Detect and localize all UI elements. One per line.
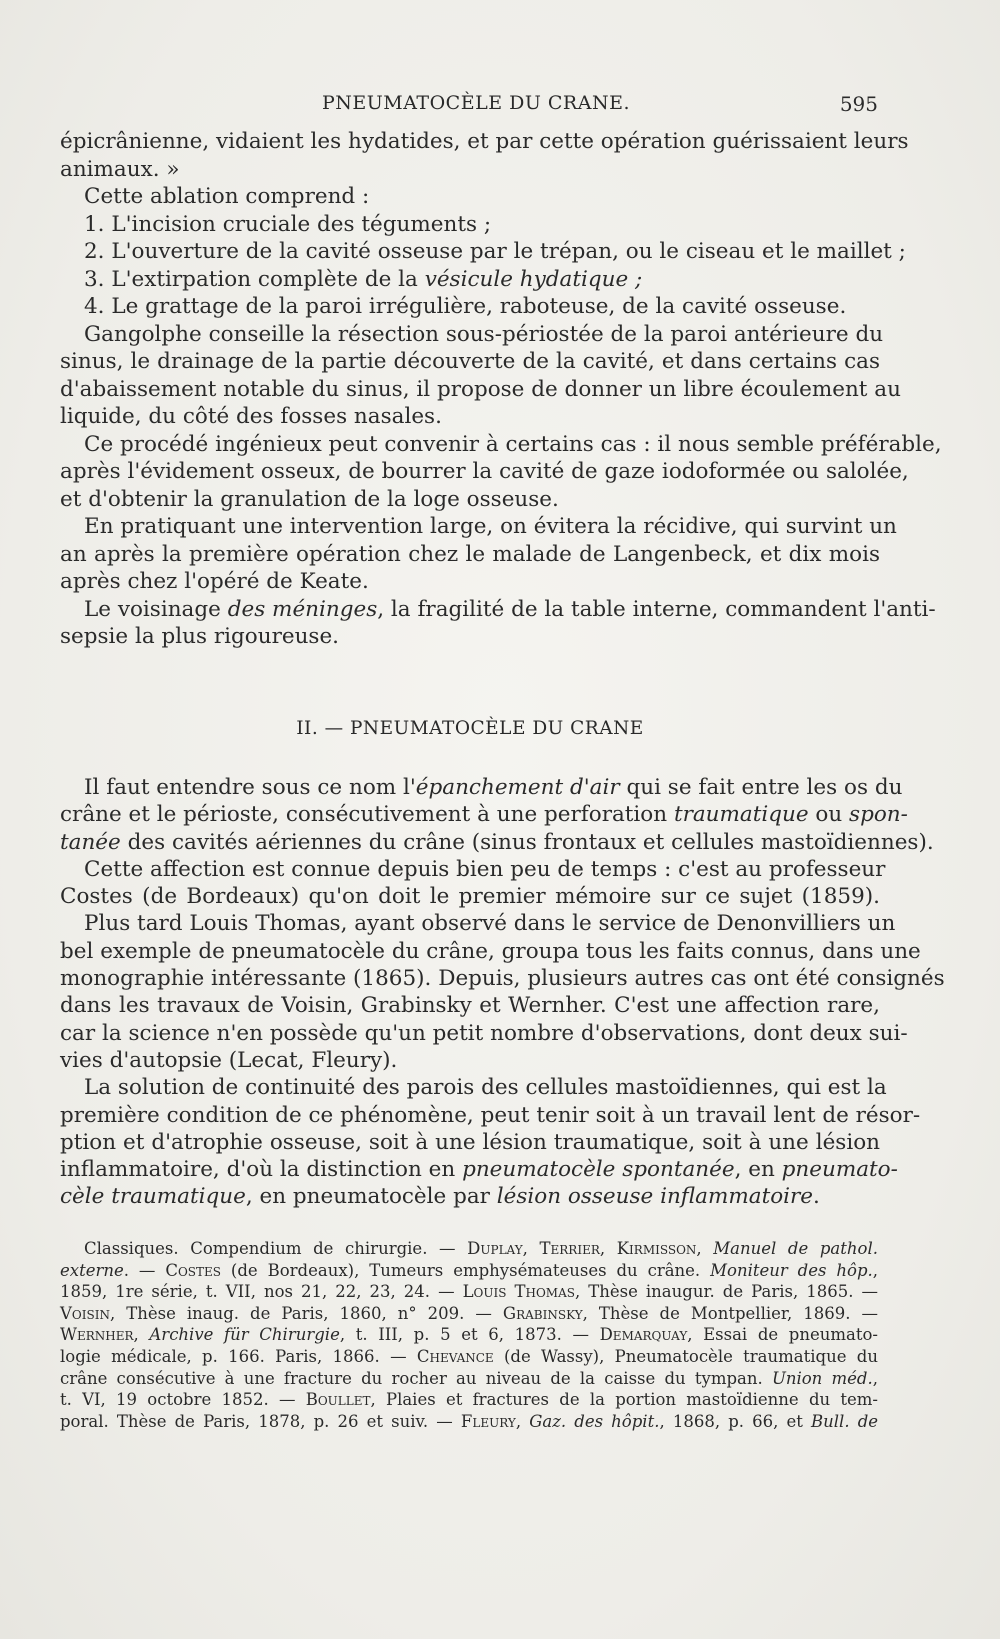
text-line: Plus tard Louis Thomas, ayant observé dans le service de Denonvilliers un: [84, 911, 896, 937]
page-header: [60, 92, 878, 122]
text-line: épicrânienne, vidaient les hydatides, et par cette opération guérissaient leurs: [60, 129, 909, 154]
text-line: crâne et le périoste, consécutivement à une perforation traumatique ou spon-: [60, 802, 908, 828]
text-line: liquide, du côté des fosses nasales.: [60, 404, 442, 429]
section-title: II. — PNEUMATOCÈLE DU CRANE: [296, 718, 644, 739]
footnote-line: externe. — Costes (de Bordeaux), Tumeurs emphysémateuses du crâne. Moniteur des hôp.,: [60, 1260, 878, 1280]
page-number: 595: [839, 92, 878, 116]
footnote-line: crâne consécutive à une fracture du rocher au niveau de la caisse du tympan. Union méd.,: [60, 1368, 878, 1388]
text-line: Gangolphe conseille la résection sous-périostée de la paroi antérieure du: [84, 321, 884, 347]
footnote-line: logie médicale, p. 166. Paris, 1866. — Chevance (de Wassy), Pneumatocèle traumatique du: [60, 1346, 878, 1366]
text-line: ption et d'atrophie osseuse, soit à une lésion traumatique, soit à une lésion: [60, 1129, 880, 1155]
text-line: et d'obtenir la granulation de la loge osseuse.: [60, 486, 559, 512]
footnote-line: poral. Thèse de Paris, 1878, p. 26 et suiv. — Fleury, Gaz. des hôpit., 1868, p. 66, et Bull. de: [60, 1411, 879, 1431]
footnote-line: 1859, 1re série, t. VII, nos 21, 22, 23, 24. — Louis Thomas, Thèse inaugur. de Paris, 1865. —: [60, 1282, 878, 1302]
footnote-line: Wernher, Archive für Chirurgie, t. III, p. 5 et 6, 1873. — Demarquay, Essai de pneumato-: [60, 1325, 878, 1345]
text-line: Cette affection est connue depuis bien peu de temps : c'est au professeur: [84, 856, 886, 882]
footnote-line: Voisin, Thèse inaug. de Paris, 1860, n° 209. — Grabinsky, Thèse de Montpellier, 1869. —: [60, 1303, 878, 1323]
text-line: an après la première opération chez le malade de Langenbeck, et dix mois: [60, 541, 880, 567]
text-line: sepsie la plus rigoureuse.: [60, 624, 340, 649]
text-line: En pratiquant une intervention large, on évitera la récidive, qui survint un: [84, 514, 897, 539]
text-line: Costes (de Bordeaux) qu'on doit le premier mémoire sur ce sujet (1859).: [60, 884, 880, 910]
text-line: Cette ablation comprend :: [84, 184, 370, 209]
text-line: Ce procédé ingénieux peut convenir à certains cas : il nous semble préférable,: [84, 431, 942, 457]
text-line: première condition de ce phénomène, peut tenir soit à un travail lent de résor-: [60, 1102, 921, 1128]
text-line: La solution de continuité des parois des cellules mastoïdiennes, qui est la: [84, 1075, 887, 1101]
text-line: Le voisinage des méninges, la fragilité de la table interne, commandent l'anti-: [84, 596, 936, 622]
footnote-line: Classiques. Compendium de chirurgie. — Duplay, Terrier, Kirmisson, Manuel de pathol.: [84, 1239, 878, 1258]
running-title: PNEUMATOCÈLE DU CRANE.: [322, 92, 630, 114]
text-line: monographie intéressante (1865). Depuis, plusieurs autres cas ont été consignés: [60, 966, 945, 992]
list-item: 4. Le grattage de la paroi irrégulière, raboteuse, de la cavité osseuse.: [84, 294, 847, 319]
list-item: 1. L'incision cruciale des téguments ;: [84, 211, 492, 237]
text-line: cèle traumatique, en pneumatocèle par lésion osseuse inflammatoire.: [60, 1184, 820, 1210]
bibliography-footnotes: [60, 1238, 878, 1432]
body-text-part1: [60, 128, 942, 651]
text-line: inflammatoire, d'où la distinction en pneumatocèle spontanée, en pneumato-: [60, 1157, 898, 1183]
text-line: animaux. »: [60, 156, 180, 182]
list-item: 2. L'ouverture de la cavité osseuse par le trépan, ou le ciseau et le maillet ;: [84, 239, 906, 264]
body-text-part2: [60, 774, 945, 1211]
text-line: sinus, le drainage de la partie découverte de la cavité, et dans certains cas: [60, 349, 880, 374]
text-line: d'abaissement notable du sinus, il propose de donner un libre écoulement au: [60, 376, 901, 402]
text-line: après chez l'opéré de Keate.: [60, 569, 369, 594]
text-line: tanée des cavités aériennes du crâne (sinus frontaux et cellules mastoïdiennes).: [60, 829, 934, 855]
text-line: car la science n'en possède qu'un petit nombre d'observations, dont deux sui-: [60, 1020, 908, 1046]
footnote-line: t. VI, 19 octobre 1852. — Boullet, Plaies et fractures de la portion mastoïdienne du tem-: [60, 1390, 878, 1410]
list-item: 3. L'extirpation complète de la vésicule hydatique ;: [84, 266, 643, 292]
text-line: Il faut entendre sous ce nom l'épanchement d'air qui se fait entre les os du: [84, 775, 903, 800]
text-line: après l'évidement osseux, de bourrer la cavité de gaze iodoformée ou salolée,: [60, 459, 909, 484]
text-line: bel exemple de pneumatocèle du crâne, groupa tous les faits connus, dans une: [60, 938, 921, 964]
text-line: dans les travaux de Voisin, Grabinsky et Wernher. C'est une affection rare,: [60, 993, 880, 1019]
text-line: vies d'autopsie (Lecat, Fleury).: [60, 1047, 398, 1073]
